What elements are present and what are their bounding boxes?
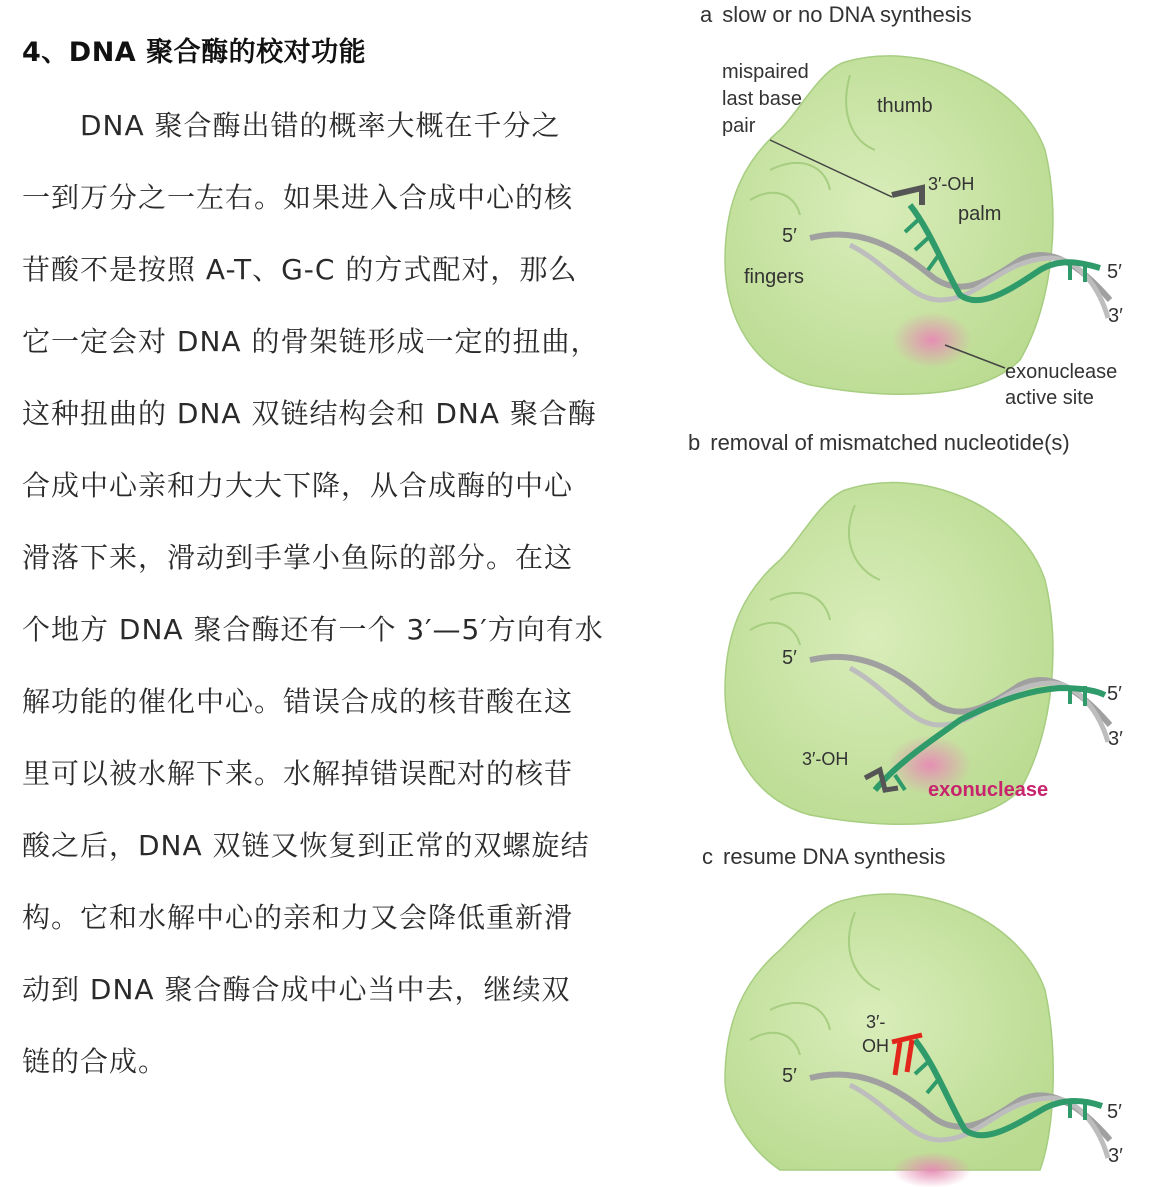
label-oh: OH <box>862 1036 889 1056</box>
label-3-right: 3′ <box>1108 728 1123 750</box>
paragraph-line: 解功能的催化中心。错误合成的核苷酸在这 <box>22 685 574 718</box>
label-3-right: 3′ <box>1108 305 1123 327</box>
paragraph-line: 它一定会对 DNA 的骨架链形成一定的扭曲， <box>22 325 600 358</box>
label-mispaired: mispaired <box>722 61 809 83</box>
label-5-left: 5′ <box>782 1065 797 1087</box>
figure-svg <box>660 0 1172 1187</box>
label-palm: palm <box>958 203 1002 225</box>
label-5-right: 5′ <box>1107 261 1122 283</box>
paragraph-line: 构。它和水解中心的亲和力又会降低重新滑 <box>22 901 574 934</box>
panel-c <box>702 844 1123 1187</box>
label-active-site: active site <box>1005 387 1094 409</box>
panel-a <box>700 2 1123 409</box>
label-pair: pair <box>722 115 756 137</box>
paragraph-line: 动到 DNA 聚合酶合成中心当中去，继续双 <box>22 973 571 1006</box>
label-5-left: 5′ <box>782 647 797 669</box>
exonuclease-site <box>892 1152 972 1187</box>
paragraph-line: 里可以被水解下来。水解掉错误配对的核苷 <box>22 757 574 790</box>
section-heading: 4、DNA 聚合酶的校对功能 <box>22 37 367 68</box>
paragraph-line: 滑落下来，滑动到手掌小鱼际的部分。在这 <box>22 541 574 574</box>
paragraph-line: 酸之后，DNA 双链又恢复到正常的双螺旋结 <box>22 829 590 862</box>
paragraph-line: 一到万分之一左右。如果进入合成中心的核 <box>22 181 574 214</box>
label-3oh: 3′-OH <box>802 749 849 769</box>
label-5-left: 5′ <box>782 225 797 247</box>
exonuclease-site <box>892 312 972 368</box>
label-last-base: last base <box>722 88 803 110</box>
label-3oh: 3′-OH <box>928 174 975 194</box>
label-exonuclease: exonuclease <box>1005 361 1118 383</box>
label-5-right: 5′ <box>1107 1101 1122 1123</box>
paragraph-line: 链的合成。 <box>22 1045 168 1078</box>
panel-c-title: c resume DNA synthesis <box>702 844 946 869</box>
panel-a-title: a slow or no DNA synthesis <box>700 2 972 27</box>
label-3-right: 3′ <box>1108 1145 1123 1167</box>
paragraph-line: DNA 聚合酶出错的概率大概在千分之 <box>22 109 561 142</box>
label-thumb: thumb <box>877 95 933 117</box>
label-5-right: 5′ <box>1107 683 1122 705</box>
label-exonuclease: exonuclease <box>928 779 1049 801</box>
paragraph-line: 这种扭曲的 DNA 双链结构会和 DNA 聚合酶 <box>22 397 597 430</box>
paragraph-line: 合成中心亲和力大大下降，从合成酶的中心 <box>22 469 574 502</box>
paragraph-line: 个地方 DNA 聚合酶还有一个 3′—5′方向有水 <box>22 613 604 646</box>
panel-b-title: b removal of mismatched nucleotide(s) <box>688 430 1070 455</box>
proofreading-figure <box>660 0 1172 1187</box>
panel-b <box>688 430 1123 824</box>
label-3: 3′- <box>866 1012 886 1032</box>
label-fingers: fingers <box>744 266 805 288</box>
paragraph-line: 苷酸不是按照 A-T、G-C 的方式配对，那么 <box>22 253 578 286</box>
